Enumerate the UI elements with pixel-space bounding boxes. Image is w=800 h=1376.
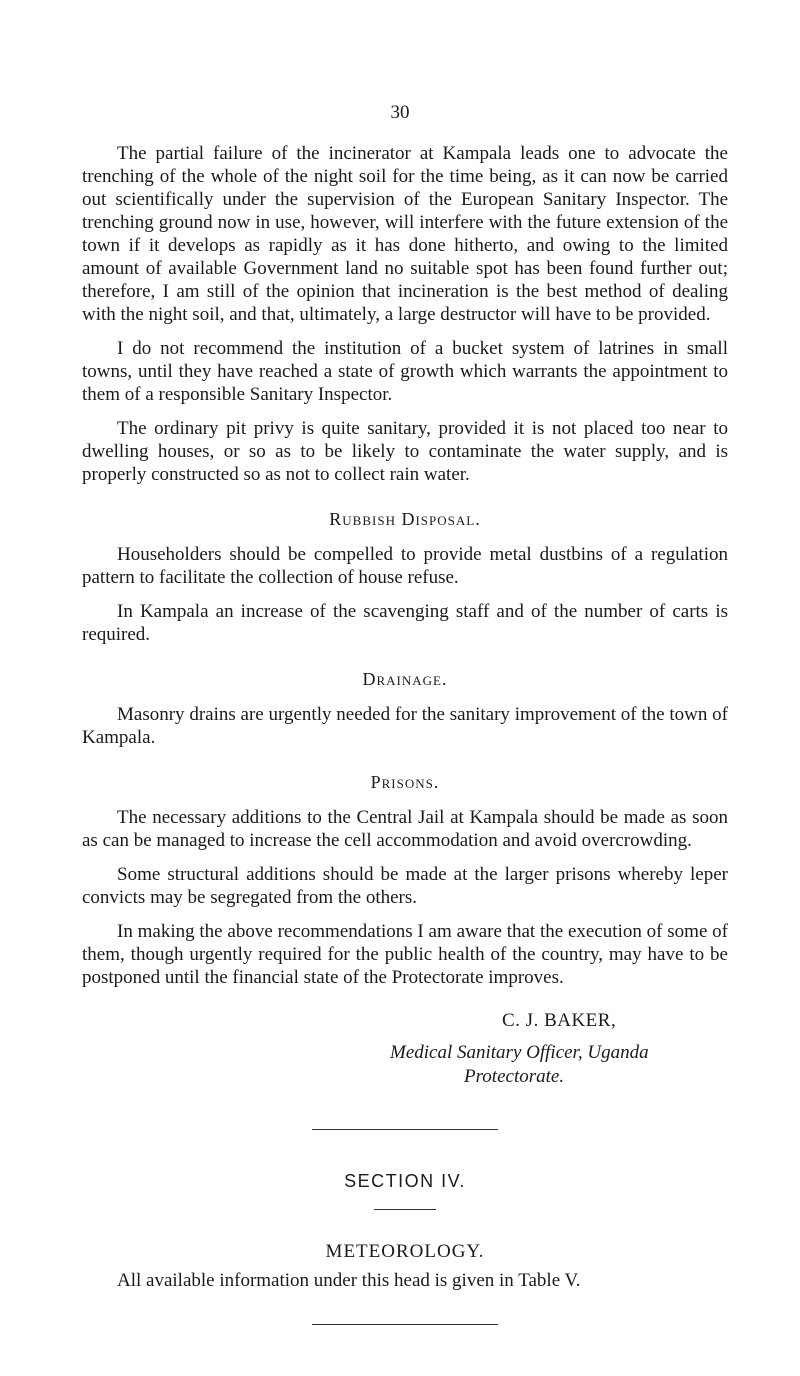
paragraph-recommendations: In making the above recommendations I am aware that the execution of some of them, though urgently required for the public health of the country, may have to be postponed until the financial state of the Protectorate improves. xyxy=(82,921,728,988)
paragraph-central-jail: The necessary additions to the Central Jail at Kampala should be made as soon as can be managed to increase the cell accommodation and avoid overcrowding. xyxy=(82,807,728,851)
heading-drainage: Drainage. xyxy=(362,669,448,689)
paragraph-incinerator: The partial failure of the incinerator at Kampala leads one to advocate the trenching of the whole of the night soil for the time being, as it can now be carried out scientifically under the supervision of the European Sanitary Inspector. The trenching ground now in use, however, will interfere with the future extension of the town if it develops as rapidly as it has done hitherto, and owing to the limited amount of available Government land no suitable spot has been found further out; therefore, I am still of the opinion that incineration is the best method of dealing with the night soil, and that, ultimately, a large destructor will have to be provided. xyxy=(82,143,728,325)
heading-meteorology: METEOROLOGY. xyxy=(325,1241,485,1262)
paragraph-meteorology: All available information under this head is given in Table V. xyxy=(117,1270,581,1291)
heading-prisons: Prisons. xyxy=(370,772,440,792)
divider-rule xyxy=(312,1129,498,1130)
divider-rule-bottom xyxy=(312,1324,498,1325)
section-label: SECTION IV. xyxy=(344,1171,466,1191)
paragraph-dustbins: Householders should be compelled to provide metal dustbins of a regulation pattern to facilitate the collection of house refuse. xyxy=(82,544,728,588)
heading-rubbish-disposal: Rubbish Disposal. xyxy=(329,509,481,529)
signatory-title-continued: Protectorate. xyxy=(464,1066,565,1087)
signatory-title: Medical Sanitary Officer, Uganda xyxy=(390,1042,649,1063)
document-body xyxy=(82,142,728,1325)
paragraph-leper-convicts: Some structural additions should be made at the larger prisons whereby leper convicts may be segregated from the others. xyxy=(82,864,728,908)
paragraph-bucket-system: I do not recommend the institution of a bucket system of latrines in small towns, until they have reached a state of growth which warrants the appointment to them of a responsible Sanitary Inspector. xyxy=(82,338,728,405)
paragraph-scavenging: In Kampala an increase of the scavenging staff and of the number of carts is required. xyxy=(82,601,728,645)
page-number: 30 xyxy=(390,102,410,123)
paragraph-pit-privy: The ordinary pit privy is quite sanitary, provided it is not placed too near to dwelling houses, or so as to be likely to contaminate the water supply, and is properly constructed so as not to collect rain water. xyxy=(82,418,728,485)
divider-rule-short xyxy=(374,1209,436,1210)
paragraph-masonry-drains: Masonry drains are urgently needed for the sanitary improvement of the town of Kampala. xyxy=(82,704,728,748)
signature-block xyxy=(370,1009,728,1089)
signatory-name: C. J. BAKER, xyxy=(502,1010,617,1031)
